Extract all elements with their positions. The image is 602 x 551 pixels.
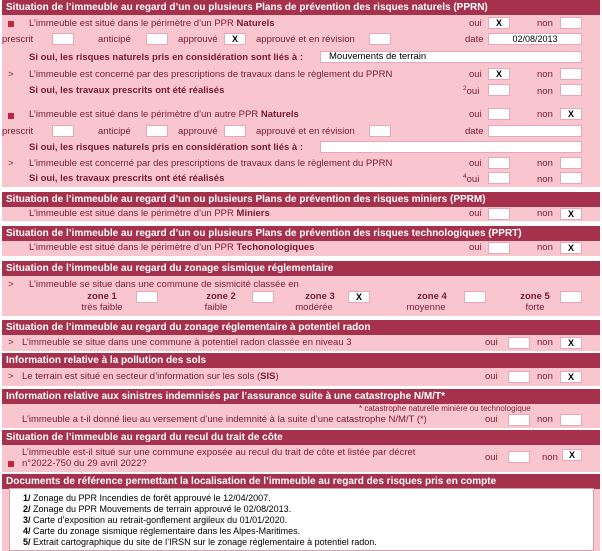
sinistres-header: Information relative aux sinistres indemnisés par l’assurance suite à une catastrophe N/M/T* (2, 389, 600, 404)
reference-item: 1/ Zonage du PPR Incendies de forêt approuvé le 12/04/2007. (23, 493, 271, 503)
oui-label: oui (469, 69, 482, 80)
date2-field[interactable] (488, 125, 582, 137)
cote-text-line2: n°2022-750 du 29 avril 2022? (22, 458, 147, 469)
risques2-field[interactable] (320, 141, 582, 153)
travaux-text: L’immeuble est concerné par des prescriptions de travaux dans le règlement du PPRN (29, 158, 393, 169)
pprn2-non-checkbox[interactable]: X (560, 108, 582, 120)
arrow-marker-icon: > (8, 158, 14, 169)
anticipe-label: anticipé (98, 34, 131, 45)
zone5-label: zone 5 (520, 291, 550, 302)
zone4-sub: moyenne (406, 302, 446, 313)
pprn-line1: L’immeuble est situé dans le périmètre d’un PPR Naturels (29, 18, 275, 29)
date-label: date (465, 126, 484, 137)
arrow-marker-icon: > (8, 69, 14, 80)
zone2-checkbox[interactable] (252, 291, 274, 303)
non-label: non (537, 242, 553, 253)
revision-checkbox[interactable] (369, 33, 391, 45)
pprt-text: L’immeuble est situé dans le périmètre d’un PPR Techonologiques (29, 242, 315, 253)
sols-section (2, 368, 600, 386)
pprt-oui-checkbox[interactable] (488, 242, 510, 254)
non-label: non (537, 174, 553, 185)
approuve-label: approuvé (178, 126, 218, 137)
reference-item: 4/ Carte du zonage sismique réglementaire dans les Alpes-Maritimes. (23, 526, 301, 536)
sinistres-text: L’immeuble a t-il donné lieu au versement d’une indemnité à la suite d’une catastrophe N/M/T (*) (22, 414, 427, 425)
cote-non-checkbox[interactable]: X (562, 449, 582, 461)
pprt-non-checkbox[interactable]: X (560, 242, 582, 254)
zone4-label: zone 4 (417, 291, 447, 302)
non-label: non (537, 18, 553, 29)
non-label: non (537, 69, 553, 80)
arrow-marker-icon: > (8, 337, 14, 348)
realises-oui-checkbox[interactable] (488, 84, 510, 96)
travaux-oui-checkbox[interactable]: X (488, 68, 510, 80)
cote-text-line1: L’immeuble est-il situé sur une commune exposée au recul du trait de côte et listée par décret (22, 447, 416, 458)
travaux-text: L’immeuble est concerné par des prescriptions de travaux dans le règlement du PPRN (29, 69, 393, 80)
oui-label: oui (485, 371, 498, 382)
pprm-section (2, 207, 600, 221)
radon-header: Situation de l’immeuble au regard du zonage réglementaire à potentiel radon (2, 320, 600, 335)
realises-oui-label: $^2$oui (463, 85, 480, 97)
references-header: Documents de référence permettant la localisation de l’immeuble au regard des risques pris en compte (2, 474, 600, 489)
non-label: non (537, 158, 553, 169)
reference-item: 3/ Carte d’exposition au retrait-gonflement argileux du 01/01/2020. (23, 515, 288, 525)
arrow-marker-icon: > (8, 371, 14, 382)
non-label: non (537, 337, 553, 348)
oui-label: oui (469, 18, 482, 29)
oui-label: oui (485, 414, 498, 425)
pprn2-oui-checkbox[interactable] (488, 108, 510, 120)
zone3-checkbox[interactable]: X (348, 291, 370, 303)
sinistres-non-checkbox[interactable] (560, 414, 582, 426)
realises-non-checkbox[interactable] (560, 84, 582, 96)
zone2-sub: faible (204, 302, 228, 313)
non-label: non (537, 109, 553, 120)
travaux2-non-checkbox[interactable] (560, 157, 582, 169)
realises-label: Si oui, les travaux prescrits ont été réalisés (29, 85, 225, 96)
zone3-label: zone 3 (305, 291, 335, 302)
oui-label: oui (469, 158, 482, 169)
sols-non-checkbox[interactable]: X (560, 371, 582, 383)
non-label: non (537, 86, 553, 97)
realises2-oui-checkbox[interactable] (488, 172, 510, 184)
realises2-oui-label: $^4$oui (463, 173, 480, 185)
prescrit-label: prescrit (2, 126, 34, 137)
reference-item: 5/ Extrait cartographique du site de l’IRSN sur le zonage réglementaire à potentiel radon. (23, 537, 377, 547)
approuve-label: approuvé (178, 34, 218, 45)
pprn-non-checkbox[interactable] (560, 17, 582, 29)
radon-text: L’immeuble se situe dans une commune à potentiel radon classée en niveau 3 (22, 337, 352, 348)
zone2-label: zone 2 (206, 291, 236, 302)
non-label: non (537, 208, 553, 219)
non-label: non (542, 452, 558, 463)
zone1-label: zone 1 (87, 291, 117, 302)
realises-label: Si oui, les travaux prescrits ont été réalisés (29, 173, 225, 184)
prescrit-label: prescrit (2, 34, 34, 45)
prescrit-checkbox[interactable] (52, 33, 74, 45)
risques-field[interactable]: Mouvements de terrain (320, 51, 582, 63)
revision-label: approuvé et en révision (256, 126, 355, 137)
zone3-sub: modérée (295, 302, 333, 313)
date-label: date (465, 34, 484, 45)
risques-label: Si oui, les risques naturels pris en considération sont liés à : (29, 52, 303, 63)
anticipe-checkbox[interactable] (146, 33, 168, 45)
sols-header: Information relative à la pollution des sols (2, 353, 600, 368)
realises2-non-checkbox[interactable] (560, 172, 582, 184)
pprm-text: L’immeuble est situé dans le périmètre d’un PPR Miniers (29, 208, 270, 219)
sinistres-oui-checkbox[interactable] (508, 414, 530, 426)
pprt-header: Situation de l’immeuble au regard d’un ou plusieurs Plans de prévention des risques technologiques (PPRT) (2, 226, 600, 241)
approuve2-checkbox[interactable] (224, 125, 246, 137)
zone1-sub: très faible (81, 302, 123, 313)
approuve-checkbox[interactable]: X (224, 33, 246, 45)
revision2-checkbox[interactable] (369, 125, 391, 137)
zone4-checkbox[interactable] (464, 291, 486, 303)
zone5-sub: forte (525, 302, 545, 313)
oui-label: oui (469, 242, 482, 253)
cote-section (2, 445, 600, 472)
anticipe2-checkbox[interactable] (146, 125, 168, 137)
oui-label: oui (469, 208, 482, 219)
travaux2-oui-checkbox[interactable] (488, 157, 510, 169)
zone5-checkbox[interactable] (560, 291, 582, 303)
anticipe-label: anticipé (98, 126, 131, 137)
prescrit2-checkbox[interactable] (52, 125, 74, 137)
sols-oui-checkbox[interactable] (508, 371, 530, 383)
sismique-section (2, 276, 600, 316)
radon-section (2, 335, 600, 351)
pprm-oui-checkbox[interactable] (488, 208, 510, 220)
oui-label: oui (485, 452, 498, 463)
bullet-square-icon (8, 21, 14, 27)
arrow-marker-icon: > (8, 279, 14, 290)
revision-label: approuvé et en révision (256, 34, 355, 45)
radon-non-checkbox[interactable]: X (560, 337, 582, 349)
pprn2-line1: L’immeuble est situé dans le périmètre d’un autre PPR Naturels (29, 109, 299, 120)
non-label: non (537, 414, 553, 425)
catastrophe-note: * catastrophe naturelle minière ou technologique (359, 404, 531, 413)
reference-item: 2/ Zonage du PPR Mouvements de terrain approuvé le 02/08/2013. (23, 504, 292, 514)
pprn-oui-checkbox[interactable]: X (488, 17, 510, 29)
cote-header: Situation de l’immeuble au regard du recul du trait de côte (2, 430, 600, 445)
travaux-non-checkbox[interactable] (560, 68, 582, 80)
references-box (9, 488, 594, 551)
bullet-square-icon (8, 113, 14, 119)
oui-label: oui (485, 337, 498, 348)
sols-text: Le terrain est situé en secteur d’information sur les sols (SIS) (22, 371, 279, 382)
sismique-text: L’immeuble se situe dans une commune de sismicité classée en (29, 279, 299, 290)
erp-form (2, 0, 600, 551)
pprt-section (2, 241, 600, 256)
pprm-non-checkbox[interactable]: X (560, 208, 582, 220)
bullet-square-icon (8, 461, 14, 467)
date-field[interactable]: 02/08/2013 (488, 33, 582, 45)
radon-oui-checkbox[interactable] (508, 337, 530, 349)
oui-label: oui (469, 109, 482, 120)
non-label: non (537, 371, 553, 382)
pprn-header: Situation de l’immeuble au regard d’un ou plusieurs Plans de prévention des risques naturels (PPRN) (2, 0, 600, 15)
pprn-section (2, 15, 600, 187)
sinistres-section (2, 404, 600, 428)
pprm-header: Situation de l’immeuble au regard d’un ou plusieurs Plans de prévention des risques miniers (PPRM) (2, 192, 600, 207)
cote-oui-checkbox[interactable] (508, 451, 530, 463)
risques-label: Si oui, les risques naturels pris en considération sont liés à : (29, 142, 303, 153)
sismique-header: Situation de l’immeuble au regard du zonage sismique réglementaire (2, 261, 600, 276)
